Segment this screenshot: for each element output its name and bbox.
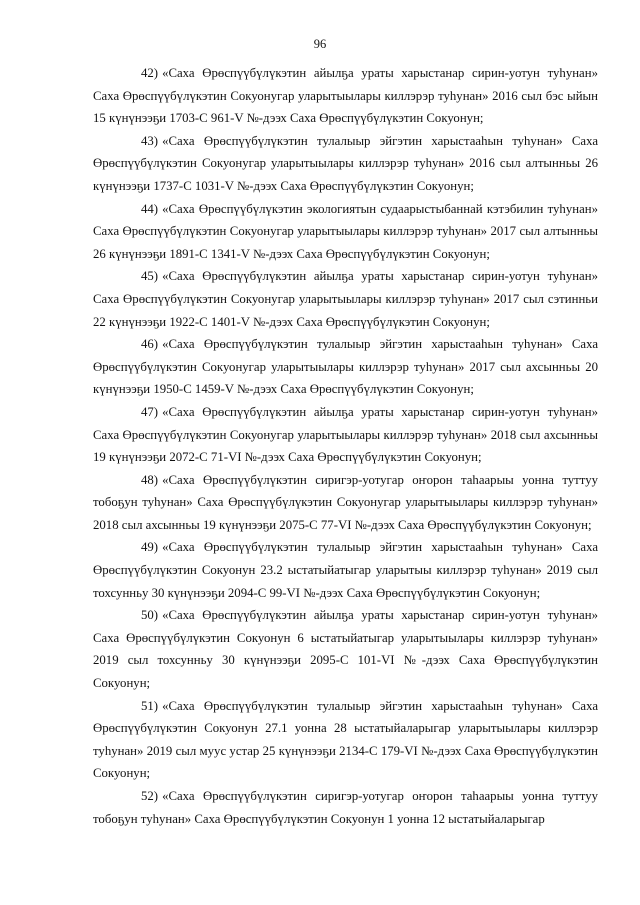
list-item: [93, 198, 598, 266]
item-text: «Саха Өрөспүүбүлүкэтин айылҕа ураты харыстанар сирин-уотун туһунан» Саха Өрөспүүбүлүкэтин Сокуонун 6 ыстатыйатыгар уларытыылары киллэрэр туһунан» 2019 сыл тохсунньу 30 күнүнээҕи 2095-С 101-VI №-дээх Саха Өрөспүүбүлүкэтин Сокуонун;: [93, 608, 598, 691]
item-number: 48): [141, 472, 159, 487]
list-item: [93, 604, 598, 694]
item-number: 42): [141, 66, 159, 80]
item-number: 46): [141, 337, 159, 352]
item-text: «Саха Өрөспүүбүлүкэтин тулалыыр эйгэтин харыстааһын туһунан» Саха Өрөспүүбүлүкэтин Сокуонугар уларытыылары киллэрэр туһунан» 2017 сыл ахсынньы 20 күнүнээҕи 1950-С 1459-V №-дээх Саха Өрөспүүбүлүкэтин Сокуонун;: [93, 337, 598, 397]
item-text: «Саха Өрөспүүбүлүкэтин тулалыыр эйгэтин харыстааһын туһунан» Саха Өрөспүүбүлүкэтин Сокуонун 23.2 ыстатыйатыгар уларытыы киллэрэр туһунан» 2019 сыл тохсунньу 30 күнүнээҕи 2094-С 99-VI №-дээх Саха Өрөспүүбүлүкэтин Сокуонун;: [93, 540, 598, 600]
list-item: [93, 785, 598, 830]
item-number: 45): [141, 269, 159, 284]
item-text: «Саха Өрөспүүбүлүкэтин сиригэр-уотугар оҥорон таһаарыы уонна туттуу тобоҕун туһунан» Саха Өрөспүүбүлүкэтин Сокуонун 1 уонна 12 ыстатыйаларыгар: [93, 789, 598, 826]
list-item: [93, 62, 598, 130]
list-item: [93, 333, 598, 401]
item-text: «Саха Өрөспүүбүлүкэтин айылҕа ураты харыстанар сирин-уотун туһунан» Саха Өрөспүүбүлүкэтин Сокуонугар уларытыылары киллэрэр туһунан» 2016 сыл бэс ыйын 15 күнүнээҕи 1703-С 961-V №-дээх Саха Өрөспүүбүлүкэтин Сокуонун;: [93, 66, 598, 126]
item-number: 44): [141, 201, 159, 216]
item-text: «Саха Өрөспүүбүлүкэтин тулалыыр эйгэтин харыстааһын туһунан» Саха Өрөспүүбүлүкэтин Сокуонугар уларытыылары киллэрэр туһунан» 2016 сыл алтынньы 26 күнүнээҕи 1737-С 1031-V №-дээх Саха Өрөспүүбүлүкэтин Сокуонун;: [93, 133, 598, 193]
list-item: [93, 130, 598, 198]
item-text: «Саха Өрөспүүбүлүкэтин сиригэр-уотугар оҥорон таһаарыы уонна туттуу тобоҕун туһунан» Саха Өрөспүүбүлүкэтин Сокуонугар уларытыылары киллэрэр туһунан» 2018 сыл ахсынньы 19 күнүнээҕи 2075-С 77-VI №-дээх Саха Өрөспүүбүлүкэтин Сокуонун;: [93, 472, 598, 532]
item-text: «Саха Өрөспүүбүлүкэтин тулалыыр эйгэтин харыстааһын туһунан» Саха Өрөспүүбүлүкэтин Сокуонун 27.1 уонна 28 ыстатыйаларыгар уларытыылары киллэрэр туһунан» 2019 сыл муус устар 25 күнүнээҕи 2134-С 179-VI №-дээх Саха Өрөспүүбүлүкэтин Сокуонун;: [93, 698, 598, 781]
item-text: «Саха Өрөспүүбүлүкэтин айылҕа ураты харыстанар сирин-уотун туһунан» Саха Өрөспүүбүлүкэтин Сокуонугар уларытыылары киллэрэр туһунан» 2018 сыл ахсынньы 19 күнүнээҕи 2072-С 71-VI №-дээх Саха Өрөспүүбүлүкэтин Сокуонун;: [93, 404, 598, 465]
item-number: 52): [141, 789, 159, 803]
item-number: 47): [141, 404, 159, 419]
list-item: [93, 695, 598, 785]
item-number: 50): [141, 608, 159, 623]
list-item: [93, 401, 598, 469]
item-text: «Саха Өрөспүүбүлүкэтин айылҕа ураты харыстанар сирин-уотун туһунан» Саха Өрөспүүбүлүкэтин Сокуонугар уларытыылары киллэрэр туһунан» 2017 сыл сэтинньи 22 күнүнээҕи 1922-С 1401-V №-дээх Саха Өрөспүүбүлүкэтин Сокуонун;: [93, 269, 598, 329]
page-number: 96: [313, 37, 327, 51]
item-number: 49): [141, 540, 159, 555]
item-text: «Саха Өрөспүүбүлүкэтин экологиятын судаарыстыбаннай кэтэбилин туһунан» Саха Өрөспүүбүлүкэтин Сокуонугар уларытыылары киллэрэр туһунан» 2017 сыл алтынньы 26 күнүнээҕи 1891-С 1341-V №-дээх Саха Өрөспүүбүлүкэтин Сокуонун;: [93, 201, 598, 261]
list-item: [93, 536, 598, 604]
list-item: [93, 469, 598, 537]
item-number: 43): [141, 133, 159, 148]
list-item: [93, 265, 598, 333]
item-number: 51): [141, 698, 159, 713]
law-list: [93, 62, 598, 830]
